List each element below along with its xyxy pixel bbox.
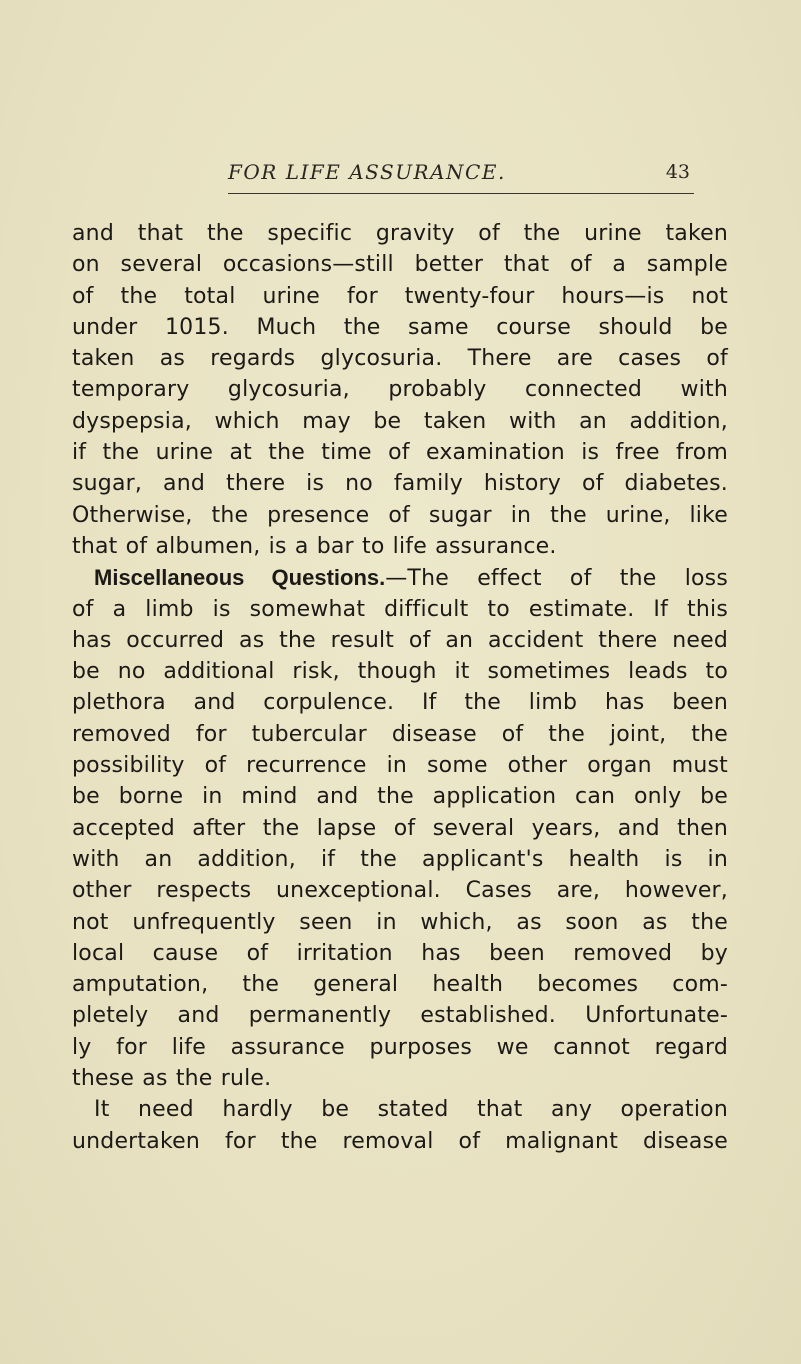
running-head-rule	[228, 193, 694, 194]
text-line: of a limb is somewhat difficult to estimate. If this	[72, 596, 728, 622]
text-line: be borne in mind and the application can only be	[72, 784, 728, 810]
body-text	[72, 218, 728, 1157]
text-line: if the urine at the time of examination is free from	[72, 440, 728, 466]
text-line: has occurred as the result of an accident there need	[72, 627, 728, 653]
section-heading: Miscellaneous Questions.	[94, 565, 386, 591]
text-line: pletely and permanently established. Unfortunate-	[72, 1003, 728, 1029]
text-line: It need hardly be stated that any operation	[94, 1097, 728, 1123]
text-line: amputation, the general health becomes com-	[72, 972, 728, 998]
text-line: ly for life assurance purposes we cannot regard	[72, 1034, 728, 1060]
text-line: other respects unexceptional. Cases are, however,	[72, 878, 728, 904]
text-line: these as the rule.	[72, 1066, 272, 1092]
text-line: dyspepsia, which may be taken with an addition,	[72, 408, 728, 434]
text-line: sugar, and there is no family history of diabetes.	[72, 471, 728, 497]
running-head-title: FOR LIFE ASSURANCE.	[228, 160, 506, 184]
text-line: that of albumen, is a bar to life assurance.	[72, 533, 557, 559]
text-line: Otherwise, the presence of sugar in the urine, like	[72, 502, 728, 528]
text-line: with an addition, if the applicant's health is in	[72, 846, 728, 872]
text-line-rest: —The effect of the loss	[385, 566, 728, 592]
text-line: removed for tubercular disease of the joint, the	[72, 721, 728, 747]
page-number: 43	[665, 161, 690, 183]
section-heading-line	[72, 562, 728, 593]
text-line: temporary glycosuria, probably connected with	[72, 377, 728, 403]
text-line: under 1015. Much the same course should be	[72, 314, 728, 340]
text-line: be no additional risk, though it sometimes leads to	[72, 659, 728, 685]
text-line: possibility of recurrence in some other organ must	[72, 753, 728, 779]
text-line: taken as regards glycosuria. There are cases of	[72, 346, 728, 372]
text-line: plethora and corpulence. If the limb has been	[72, 690, 728, 716]
text-line: of the total urine for twenty-four hours—is not	[72, 283, 728, 309]
text-line: and that the specific gravity of the urine taken	[72, 221, 728, 246]
text-line: local cause of irritation has been removed by	[72, 940, 728, 966]
running-head	[228, 160, 708, 192]
text-line: on several occasions—still better that of a sample	[72, 252, 728, 278]
text-line: accepted after the lapse of several years, and then	[72, 815, 728, 841]
text-line: undertaken for the removal of malignant disease	[72, 1128, 728, 1154]
text-line: not unfrequently seen in which, as soon as the	[72, 909, 728, 935]
